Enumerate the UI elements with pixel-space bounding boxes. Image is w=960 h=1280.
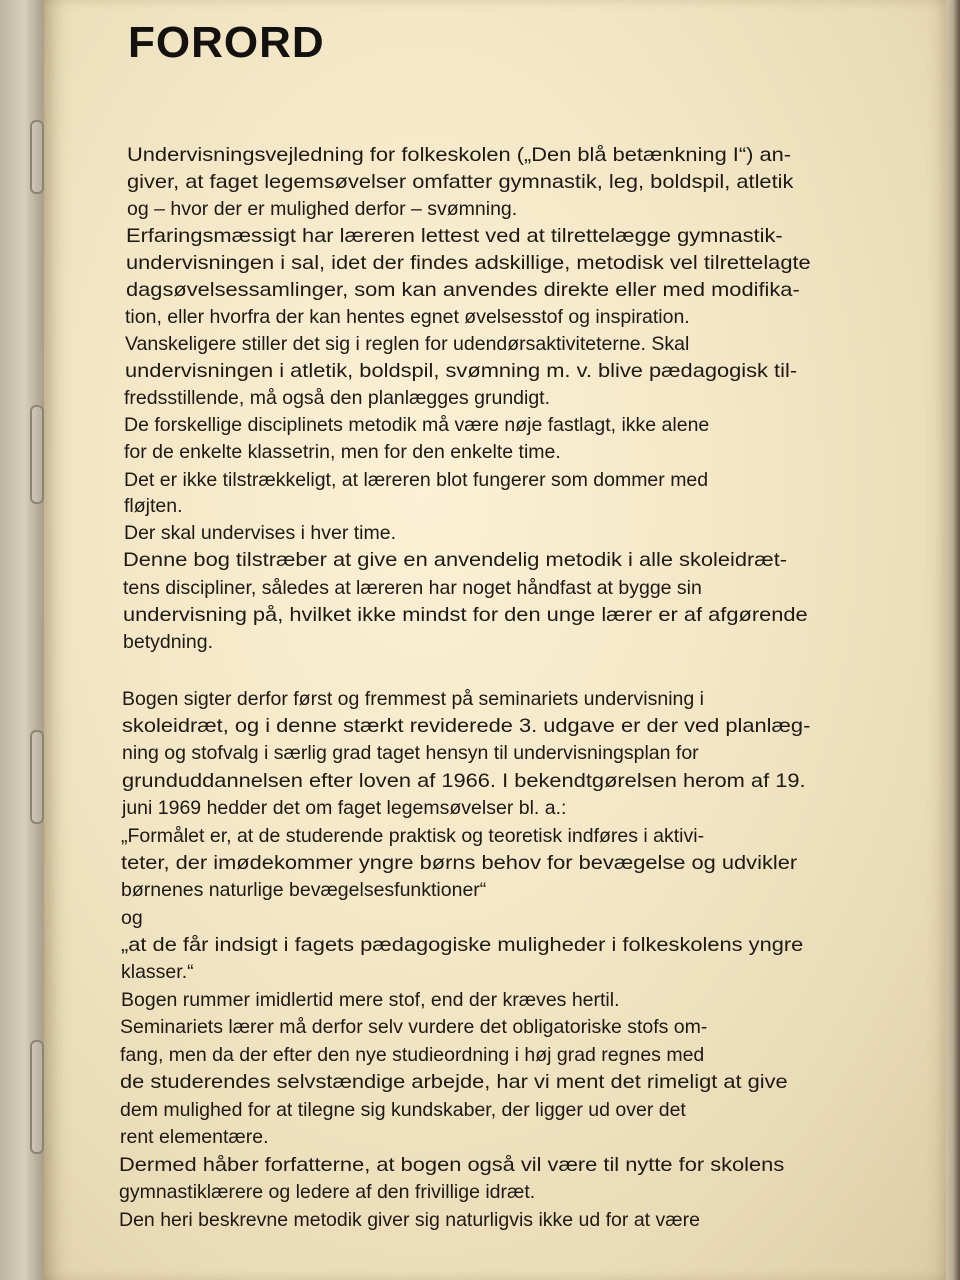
- text-line: grunduddannelsen efter loven af 1966. I bekendtgørelsen herom af 19.: [122, 770, 806, 792]
- text-line: Undervisningsvejledning for folkeskolen („Den blå betænkning I“) an-: [127, 144, 792, 166]
- text-line: Den heri beskrevne metodik giver sig naturligvis ikke ud for at være: [119, 1209, 700, 1231]
- text-line: fang, men da der efter den nye studieordning i høj grad regnes med: [120, 1044, 705, 1066]
- text-line: giver, at faget legemsøvelser omfatter gymnastik, leg, boldspil, atletik: [127, 171, 794, 193]
- text-line: undervisningen i atletik, boldspil, svømning m. v. blive pædagogisk til-: [125, 360, 798, 382]
- text-line: Bogen sigter derfor først og fremmest på seminariets undervisning i: [122, 688, 705, 710]
- text-line: tion, eller hvorfra der kan hentes egnet øvelsesstof og inspiration.: [125, 306, 690, 328]
- right-page-edge: [946, 0, 960, 1280]
- binding-stitch: [30, 120, 44, 194]
- left-page-edge: [0, 0, 44, 1280]
- text-line: dem mulighed for at tilegne sig kundskaber, der ligger ud over det: [120, 1099, 686, 1121]
- text-line: Dermed håber forfatterne, at bogen også vil være til nytte for skolens: [119, 1154, 785, 1176]
- text-line: fredsstillende, må også den planlægges grundigt.: [124, 387, 551, 409]
- text-line: Erfaringsmæssigt har læreren lettest ved at tilrettelægge gymnastik-: [126, 225, 783, 247]
- text-line: undervisning på, hvilket ikke mindst for den unge lærer er af afgørende: [123, 604, 808, 626]
- text-line: Seminariets lærer må derfor selv vurdere det obligatoriske stofs om-: [120, 1016, 708, 1038]
- text-line: tens discipliner, således at læreren har noget håndfast at bygge sin: [123, 577, 702, 599]
- text-line: ning og stofvalg i særlig grad taget hensyn til undervisningsplan for: [122, 742, 699, 764]
- text-line: juni 1969 hedder det om faget legemsøvelser bl. a.:: [122, 797, 567, 819]
- text-line: betydning.: [123, 631, 213, 653]
- binding-stitch: [30, 405, 44, 504]
- text-line: klasser.“: [121, 961, 194, 983]
- text-line: børnenes naturlige bevægelsesfunktioner“: [121, 879, 487, 901]
- text-line: for de enkelte klassetrin, men for den enkelte time.: [124, 441, 561, 463]
- text-line: teter, der imødekommer yngre børns behov for bevægelse og udvikler: [121, 852, 798, 874]
- text-line: de studerendes selvstændige arbejde, har vi ment det rimeligt at give: [120, 1071, 788, 1093]
- binding-stitch: [30, 730, 44, 824]
- text-line: „Formålet er, at de studerende praktisk og teoretisk indføres i aktivi-: [121, 825, 705, 847]
- text-line: Det er ikke tilstrækkeligt, at læreren blot fungerer som dommer med: [124, 469, 709, 491]
- text-line: skoleidræt, og i denne stærkt reviderede 3. udgave er der ved planlæg-: [122, 715, 811, 737]
- text-line: Der skal undervises i hver time.: [124, 522, 397, 544]
- text-line: „at de får indsigt i fagets pædagogiske muligheder i folkeskolens yngre: [121, 934, 804, 956]
- text-line: Bogen rummer imidlertid mere stof, end der kræves hertil.: [121, 989, 620, 1011]
- text-line: Vanskeligere stiller det sig i reglen for udendørsaktiviteterne. Skal: [125, 333, 690, 355]
- text-line: fløjten.: [124, 495, 183, 517]
- text-line: dagsøvelsessamlinger, som kan anvendes direkte eller med modifika-: [126, 279, 800, 301]
- text-line: undervisningen i sal, idet der findes adskillige, metodisk vel tilrettelagte: [126, 252, 811, 274]
- binding-stitch: [30, 1040, 44, 1154]
- text-line: og – hvor der er mulighed derfor – svømning.: [127, 198, 518, 220]
- text-line: gymnastiklærere og ledere af den frivillige idræt.: [119, 1181, 536, 1203]
- text-line: Denne bog tilstræber at give en anvendelig metodik i alle skoleidræt-: [123, 549, 788, 571]
- text-line: De forskellige disciplinets metodik må være nøje fastlagt, ikke alene: [124, 414, 710, 436]
- page-heading: FORORD: [128, 18, 325, 67]
- text-line: rent elementære.: [120, 1126, 269, 1148]
- text-line: og: [121, 907, 143, 929]
